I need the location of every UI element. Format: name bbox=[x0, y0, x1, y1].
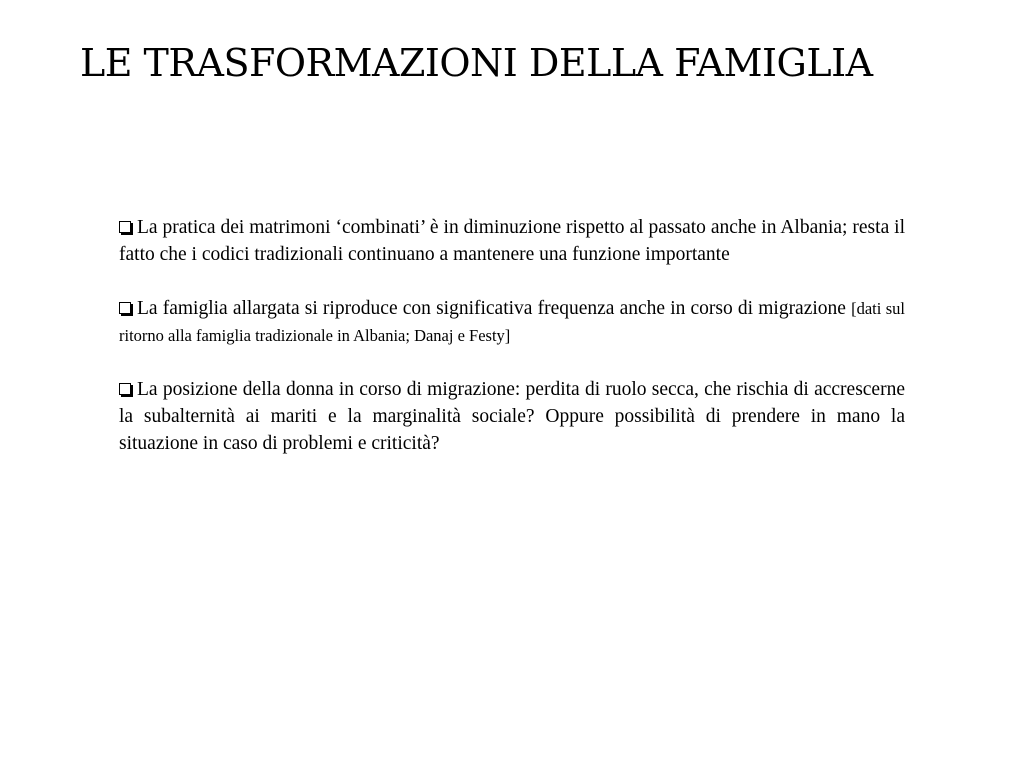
slide-body bbox=[119, 214, 905, 484]
checkbox-bullet-icon bbox=[119, 383, 131, 395]
bullet-item bbox=[119, 376, 905, 457]
bullet-text: La pratica dei matrimoni ‘combinati’ è in diminuzione rispetto al passato anche in Albania; resta il fatto che i codici tradizionali continuano a mantenere una funzione importante bbox=[119, 217, 905, 265]
bullet-text: La posizione della donna in corso di migrazione: perdita di ruolo secca, che rischia di accrescerne la subalternità ai mariti e la marginalità sociale? Oppure possibilità di prendere in mano la situazione in caso di problemi e criticità? bbox=[119, 379, 905, 454]
checkbox-bullet-icon bbox=[119, 302, 131, 314]
bullet-note: [dati sul ritorno alla famiglia tradizionale in Albania; Danaj e Festy] bbox=[119, 299, 905, 345]
checkbox-bullet-icon bbox=[119, 221, 131, 233]
bullet-item bbox=[119, 214, 905, 268]
bullet-text: La famiglia allargata si riproduce con significativa frequenza anche in corso di migrazione bbox=[137, 298, 846, 319]
slide-title: LE TRASFORMAZIONI DELLA FAMIGLIA bbox=[80, 41, 873, 85]
bullet-item bbox=[119, 295, 905, 349]
